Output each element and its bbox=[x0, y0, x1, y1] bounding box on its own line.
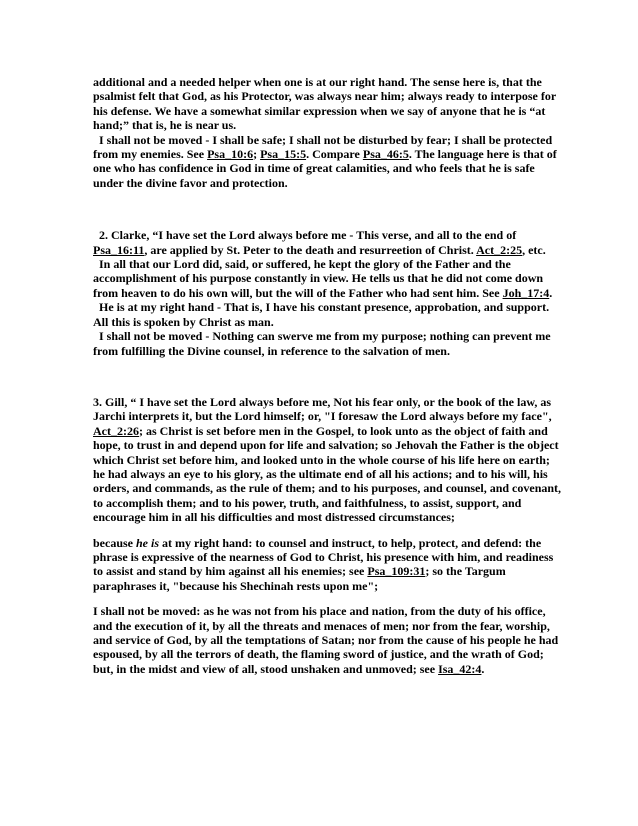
paragraph-text: 3. Gill, “ I have set the Lord always before me, Not his fear only, or the book of the law, as Jarchi interprets it, but the Lord himself; or, "I foresaw the Lord always before my face", bbox=[93, 394, 552, 424]
scripture-link-psa-109-31[interactable]: Psa_109:31 bbox=[367, 564, 426, 579]
paragraph-text: . bbox=[481, 661, 485, 676]
paragraph-text: I shall not be moved - I shall be safe; I shall not be disturbed by fear; I shall be protected from my enemies. See bbox=[93, 132, 553, 162]
scripture-link-act-2-26[interactable]: Act_2:26 bbox=[93, 423, 139, 438]
scripture-link-isa-42-4[interactable]: Isa_42:4 bbox=[438, 661, 482, 676]
section-spacer bbox=[93, 190, 562, 228]
paragraph-text: . The language here is that of one who has confidence in God in time of great calamities, and who feels that he is safe under the divine favor and protection. bbox=[93, 147, 557, 190]
paragraph-text: I shall not be moved: as he was not from his place and nation, from the duty of his office, and the execution of it, by all the threats and menaces of men; nor from the fear, worship, and service of God, by all the temptations of Satan; nor from the cause of his people he had espoused, by all the terrors of death, the flaming sword of justice, and the wrath of God; but, in the midst and view of all, stood unshaken and unmoved; see bbox=[93, 604, 559, 676]
emphasis-text: he is bbox=[136, 535, 160, 550]
scripture-link-joh-17-4[interactable]: Joh_17:4 bbox=[502, 285, 550, 300]
paragraph-text: 2. Clarke, “I have set the Lord always before me - This verse, and all to the end of bbox=[99, 228, 517, 243]
scripture-link-psa-16-11[interactable]: Psa_16:11 bbox=[93, 242, 145, 257]
paragraph-text: at my right hand: to counsel and instruct, to help, protect, and defend: the phrase is expressive of the nearness of God to Christ, his presence with him, and readiness to assist and stand by him against all his enemies; see bbox=[93, 535, 554, 579]
section-spacer bbox=[93, 358, 562, 395]
paragraph-text: ; bbox=[253, 147, 261, 162]
paragraph-barnes-not-moved bbox=[93, 133, 562, 191]
paragraph-text: . Compare bbox=[306, 147, 363, 162]
paragraph-clarke-intro bbox=[93, 228, 562, 257]
paragraph-barnes-intro bbox=[93, 75, 562, 133]
paragraph-text: I shall not be moved - Nothing can swerve me from my purpose; nothing can prevent me from fulfilling the Divine counsel, in reference to the salvation of men. bbox=[93, 329, 551, 358]
paragraph-text: because bbox=[93, 535, 136, 550]
paragraph-gill-not-moved bbox=[93, 604, 562, 676]
paragraph-text: He is at my right hand - That is, I have his constant presence, approbation, and support. All this is spoken by Christ as man. bbox=[93, 300, 550, 329]
scripture-link-psa-10-6[interactable]: Psa_10:6 bbox=[207, 147, 254, 162]
paragraph-text: , etc. bbox=[522, 242, 546, 257]
paragraph-spacer bbox=[93, 525, 562, 536]
paragraph-text: In all that our Lord did, said, or suffered, he kept the glory of the Father and the accomplishment of his purpose constantly in view. He tells us that he did not come down from heaven to do his own will, but the will of the Father who had sent him. See bbox=[93, 257, 544, 300]
paragraph-gill-right-hand bbox=[93, 536, 562, 594]
scripture-link-psa-46-5[interactable]: Psa_46:5 bbox=[362, 147, 409, 162]
paragraph-text: . bbox=[549, 285, 553, 300]
paragraph-clarke-glory bbox=[93, 257, 562, 300]
paragraph-text: ; as Christ is set before men in the Gospel, to look unto as the object of faith and hope, to trust in and depend upon for life and salvation; so Jehovah the Father is the object which Christ set before him, and looked unto in the whole course of his life here on earth; he had always an eye to his glory, as the ultimate end of all his actions; and to his will, his orders, and commands, as the rule of them; and to his purposes, and counsel, and covenant, to accomplish them; and to his power, truth, and faithfulness, to assist, support, and encourage him in all his difficulties and most distressed circumstances; bbox=[93, 423, 562, 525]
paragraph-text: additional and a needed helper when one is at our right hand. The sense here is, that the psalmist felt that God, as his Protector, was always near him; always ready to interpose for his defense. We have a somewhat similar expression when we say of anyone that he is “at hand;” that is, he is near us. bbox=[93, 75, 556, 133]
paragraph-gill-intro bbox=[93, 395, 562, 525]
paragraph-spacer bbox=[93, 593, 562, 604]
scripture-link-act-2-25[interactable]: Act_2:25 bbox=[476, 242, 523, 257]
paragraph-clarke-not-moved bbox=[93, 329, 562, 358]
paragraph-text: ; so the Targum paraphrases it, "because his Shechinah rests upon me"; bbox=[93, 564, 506, 593]
paragraph-clarke-right-hand bbox=[93, 300, 562, 329]
scripture-link-psa-15-5[interactable]: Psa_15:5 bbox=[260, 147, 307, 162]
paragraph-text: , are applied by St. Peter to the death and resurreetion of Christ. bbox=[144, 242, 477, 257]
